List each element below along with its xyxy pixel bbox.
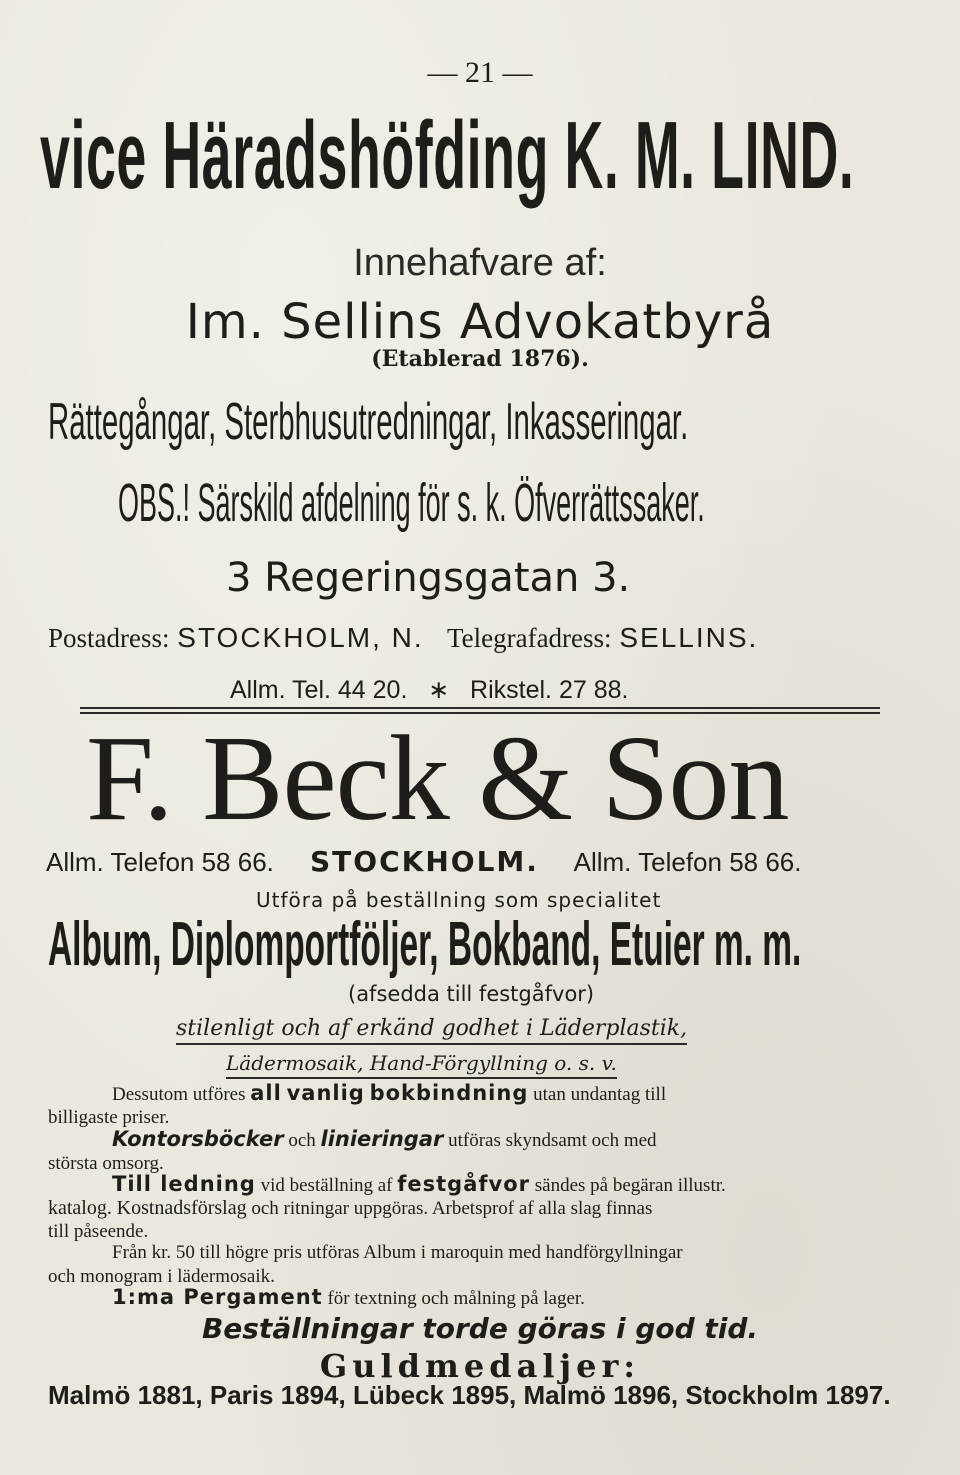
- asterisk-icon: ∗: [428, 676, 450, 704]
- style-line-2: [226, 1053, 926, 1073]
- style-line-text: stilenligt och af erkänd godhet i Läderplastik,: [176, 1016, 687, 1045]
- products-note: (afsedda till festgåfvor): [348, 982, 595, 1006]
- p2-bold: linieringar: [320, 1127, 444, 1151]
- paragraph-maroquin: [112, 1243, 960, 1262]
- postal-line: [48, 624, 928, 652]
- p1-bold: bokbindning: [369, 1081, 529, 1105]
- paragraph-bokbindning: [112, 1083, 960, 1104]
- medals-title: Guldmedaljer:: [319, 1347, 641, 1385]
- p2-bold: Kontorsböcker: [112, 1127, 284, 1151]
- style-line: [176, 1018, 876, 1040]
- order-note: Beställningar torde göras i god tid.: [201, 1312, 759, 1345]
- telefon-left: Allm. Telefon 58 66.: [46, 847, 274, 877]
- postal-value: STOCKHOLM, N.: [177, 622, 424, 653]
- paragraph-festgafvor: [112, 1174, 960, 1195]
- products-line: Album, Diplomportföljer, Bokband, Etuier m. m.: [48, 910, 802, 979]
- phone-allm: Allm. Tel. 44 20.: [230, 676, 408, 704]
- postal-label: Postadress:: [48, 623, 170, 653]
- p1-text: billigaste priser.: [48, 1107, 170, 1128]
- p4-text: Från kr. 50 till högre pris utföras Album i maroquin med handförgyllningar: [112, 1242, 683, 1263]
- owner-line: Innehafvare af:: [353, 242, 607, 284]
- telegraph-label: Telegrafadress:: [447, 623, 612, 653]
- firm-name: Im. Sellins Advokatbyrå: [185, 294, 775, 350]
- page-number: — 21 —: [427, 56, 533, 89]
- telegraph-value: SELLINS.: [619, 622, 759, 653]
- paragraph-festgafvor-cont: [48, 1198, 908, 1218]
- lind-headline: vice Häradshöfding K. M. LIND.: [40, 102, 855, 209]
- paragraph-kontorsbocker-cont: [48, 1154, 908, 1173]
- p3-bold: Till ledning: [112, 1172, 256, 1196]
- p5-text: för textning och målning på lager.: [327, 1288, 585, 1309]
- paragraph-bokbindning-cont: [48, 1108, 908, 1127]
- specialty-intro: Utföra på beställning som specialitet: [256, 888, 662, 912]
- p3-text: sändes på begäran illustr.: [534, 1175, 726, 1196]
- p3-text: Kostnadsförslag: [116, 1197, 247, 1219]
- telefon-right: Allm. Telefon 58 66.: [573, 847, 802, 877]
- p1-bold: all: [250, 1081, 282, 1105]
- p3-text: vid beställning af: [260, 1175, 393, 1196]
- p2-text: största omsorg.: [48, 1153, 164, 1174]
- p5-bold: 1:ma Pergament: [112, 1285, 323, 1309]
- established-line: (Etablerad 1876).: [371, 346, 589, 372]
- p2-text: och: [288, 1130, 316, 1151]
- medals-list: Malmö 1881, Paris 1894, Lübeck 1895, Malmö 1896, Stockholm 1897.: [48, 1380, 891, 1410]
- beck-name: F. Beck & Son: [86, 711, 789, 846]
- p4-text: och monogram i lädermosaik.: [48, 1266, 275, 1287]
- beck-telefon-row: [46, 845, 926, 878]
- phone-rikstel: Rikstel. 27 88.: [470, 676, 629, 704]
- paragraph-kontorsbocker: [112, 1129, 960, 1150]
- beck-city: STOCKHOLM.: [310, 845, 539, 878]
- p3-bold: festgåfvor: [397, 1172, 530, 1196]
- style-line-2-text: Lädermosaik, Hand-Förgyllning o. s. v.: [226, 1051, 617, 1079]
- p1-text: utan undantag till: [533, 1084, 667, 1105]
- p2-text: utföras skyndsamt och med: [448, 1130, 657, 1151]
- p3-text: till påseende.: [48, 1221, 149, 1242]
- p3-text: och ritningar uppgöras. Arbetsprof af alla slag finnas: [251, 1198, 653, 1219]
- p1-bold: vanlig: [286, 1081, 365, 1105]
- obs-line: OBS.! Särskild afdelning för s. k. Öfverrättssaker.: [118, 473, 705, 533]
- paragraph-maroquin-cont: [48, 1267, 908, 1286]
- divider-rule: [80, 707, 880, 709]
- street-address: 3 Regeringsgatan 3.: [226, 555, 631, 601]
- services-line: Rättegångar, Sterbhusutredningar, Inkasseringar.: [48, 393, 689, 451]
- p1-text: Dessutom utföres: [112, 1084, 246, 1105]
- phone-line: [230, 678, 930, 703]
- p3-text: katalog.: [48, 1197, 112, 1219]
- paragraph-pergament: [112, 1287, 960, 1308]
- paragraph-festgafvor-end: [48, 1222, 908, 1241]
